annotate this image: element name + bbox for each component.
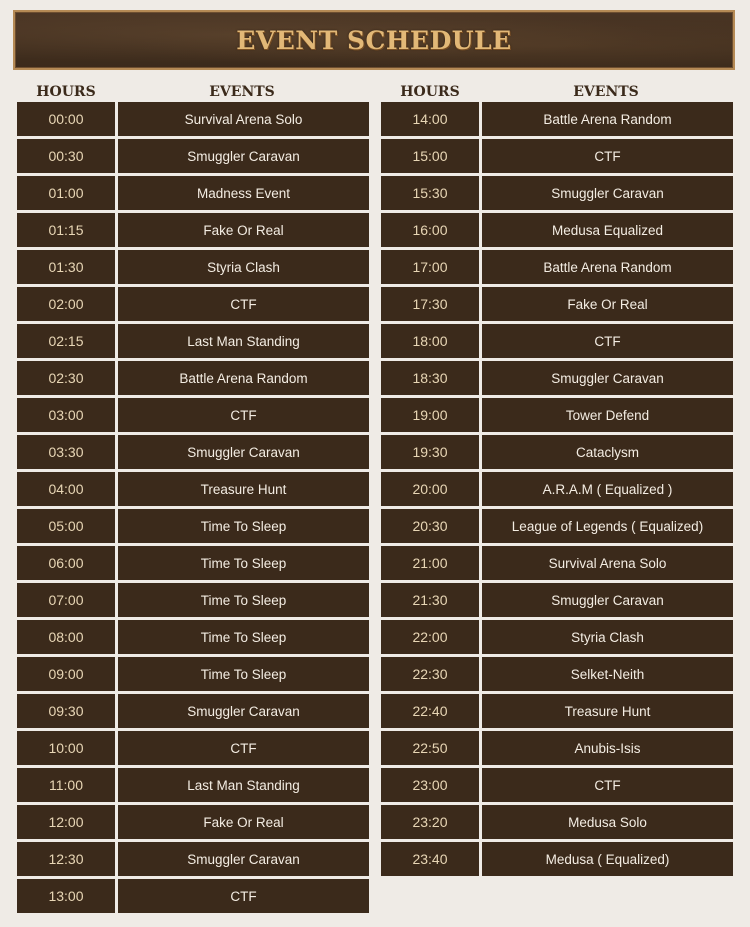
- time-cell: 03:00: [17, 398, 115, 432]
- time-cell: 13:00: [17, 879, 115, 913]
- events-column-header: EVENTS: [209, 84, 275, 100]
- time-cell: 21:00: [381, 546, 479, 580]
- time-cell: 11:00: [17, 768, 115, 802]
- event-cell: Styria Clash: [482, 620, 733, 654]
- time-cell: 22:40: [381, 694, 479, 728]
- event-cell: League of Legends ( Equalized): [482, 509, 733, 543]
- schedule-row: [17, 398, 369, 432]
- schedule-row: [381, 435, 733, 469]
- table-header: [381, 83, 733, 101]
- schedule-row: [17, 731, 369, 765]
- event-cell: Time To Sleep: [118, 546, 369, 580]
- time-cell: 23:20: [381, 805, 479, 839]
- event-cell: Battle Arena Random: [482, 250, 733, 284]
- time-cell: 20:30: [381, 509, 479, 543]
- event-cell: CTF: [482, 139, 733, 173]
- event-cell: Fake Or Real: [482, 287, 733, 321]
- schedule-banner: [13, 10, 735, 70]
- event-cell: Smuggler Caravan: [482, 361, 733, 395]
- time-cell: 22:00: [381, 620, 479, 654]
- event-cell: CTF: [482, 324, 733, 358]
- schedule-row: [17, 472, 369, 506]
- event-cell: Cataclysm: [482, 435, 733, 469]
- time-cell: 01:15: [17, 213, 115, 247]
- time-cell: 15:00: [381, 139, 479, 173]
- schedule-row: [17, 694, 369, 728]
- schedule-row: [381, 176, 733, 210]
- event-cell: Anubis-Isis: [482, 731, 733, 765]
- schedule-row: [17, 879, 369, 913]
- schedule-row: [17, 250, 369, 284]
- schedule-row: [381, 731, 733, 765]
- event-cell: Survival Arena Solo: [118, 102, 369, 136]
- schedule-row: [381, 842, 733, 876]
- schedule-row: [17, 805, 369, 839]
- schedule-row: [381, 620, 733, 654]
- time-cell: 00:30: [17, 139, 115, 173]
- time-cell: 17:00: [381, 250, 479, 284]
- table-header: [17, 83, 369, 101]
- schedule-row: [17, 583, 369, 617]
- event-cell: Madness Event: [118, 176, 369, 210]
- time-cell: 19:00: [381, 398, 479, 432]
- schedule-rows-right: [381, 102, 733, 876]
- schedule-row: [17, 361, 369, 395]
- schedule-row: [17, 657, 369, 691]
- event-cell: Battle Arena Random: [482, 102, 733, 136]
- event-cell: A.R.A.M ( Equalized ): [482, 472, 733, 506]
- time-cell: 00:00: [17, 102, 115, 136]
- event-cell: Fake Or Real: [118, 805, 369, 839]
- page-title: EVENT SCHEDULE: [236, 25, 512, 55]
- time-cell: 02:00: [17, 287, 115, 321]
- time-cell: 18:00: [381, 324, 479, 358]
- schedule-row: [381, 324, 733, 358]
- time-cell: 23:00: [381, 768, 479, 802]
- time-cell: 05:00: [17, 509, 115, 543]
- event-cell: Time To Sleep: [118, 509, 369, 543]
- schedule-row: [17, 102, 369, 136]
- time-cell: 16:00: [381, 213, 479, 247]
- event-cell: Selket-Neith: [482, 657, 733, 691]
- event-cell: Fake Or Real: [118, 213, 369, 247]
- hours-column-header: HOURS: [36, 84, 96, 100]
- schedule-row: [17, 139, 369, 173]
- event-cell: Time To Sleep: [118, 620, 369, 654]
- time-cell: 01:00: [17, 176, 115, 210]
- schedule-row: [17, 620, 369, 654]
- event-cell: Treasure Hunt: [118, 472, 369, 506]
- time-cell: 10:00: [17, 731, 115, 765]
- event-cell: Last Man Standing: [118, 768, 369, 802]
- time-cell: 23:40: [381, 842, 479, 876]
- event-cell: Time To Sleep: [118, 657, 369, 691]
- event-cell: Smuggler Caravan: [118, 694, 369, 728]
- event-cell: Last Man Standing: [118, 324, 369, 358]
- event-cell: Tower Defend: [482, 398, 733, 432]
- schedule-row: [381, 398, 733, 432]
- time-cell: 17:30: [381, 287, 479, 321]
- event-cell: Smuggler Caravan: [482, 583, 733, 617]
- event-cell: CTF: [118, 398, 369, 432]
- schedule-row: [17, 546, 369, 580]
- schedule-row: [381, 287, 733, 321]
- schedule-row: [17, 324, 369, 358]
- schedule-row: [381, 694, 733, 728]
- time-cell: 03:30: [17, 435, 115, 469]
- schedule-row: [17, 213, 369, 247]
- event-cell: Medusa Solo: [482, 805, 733, 839]
- schedule-table-left: [17, 83, 369, 916]
- event-cell: CTF: [118, 879, 369, 913]
- event-cell: CTF: [118, 731, 369, 765]
- event-cell: CTF: [482, 768, 733, 802]
- event-cell: Treasure Hunt: [482, 694, 733, 728]
- schedule-row: [381, 472, 733, 506]
- time-cell: 02:15: [17, 324, 115, 358]
- schedule-row: [17, 768, 369, 802]
- event-cell: Smuggler Caravan: [118, 139, 369, 173]
- schedule-row: [17, 842, 369, 876]
- schedule-rows-left: [17, 102, 369, 913]
- schedule-row: [381, 139, 733, 173]
- schedule-row: [381, 250, 733, 284]
- event-cell: Smuggler Caravan: [482, 176, 733, 210]
- time-cell: 12:30: [17, 842, 115, 876]
- event-cell: Smuggler Caravan: [118, 842, 369, 876]
- schedule-row: [381, 805, 733, 839]
- schedule-table-right: [381, 83, 733, 879]
- time-cell: 02:30: [17, 361, 115, 395]
- event-cell: Medusa ( Equalized): [482, 842, 733, 876]
- schedule-row: [381, 657, 733, 691]
- time-cell: 20:00: [381, 472, 479, 506]
- time-cell: 14:00: [381, 102, 479, 136]
- time-cell: 09:00: [17, 657, 115, 691]
- schedule-row: [381, 361, 733, 395]
- event-cell: Medusa Equalized: [482, 213, 733, 247]
- hours-column-header: HOURS: [400, 84, 460, 100]
- event-cell: CTF: [118, 287, 369, 321]
- schedule-row: [381, 583, 733, 617]
- event-cell: Styria Clash: [118, 250, 369, 284]
- time-cell: 09:30: [17, 694, 115, 728]
- time-cell: 08:00: [17, 620, 115, 654]
- time-cell: 12:00: [17, 805, 115, 839]
- time-cell: 07:00: [17, 583, 115, 617]
- schedule-row: [381, 213, 733, 247]
- events-column-header: EVENTS: [573, 84, 639, 100]
- schedule-row: [381, 509, 733, 543]
- time-cell: 15:30: [381, 176, 479, 210]
- schedule-row: [381, 768, 733, 802]
- time-cell: 18:30: [381, 361, 479, 395]
- schedule-row: [381, 546, 733, 580]
- event-cell: Battle Arena Random: [118, 361, 369, 395]
- event-cell: Smuggler Caravan: [118, 435, 369, 469]
- event-cell: Survival Arena Solo: [482, 546, 733, 580]
- schedule-row: [17, 435, 369, 469]
- time-cell: 21:30: [381, 583, 479, 617]
- event-cell: Time To Sleep: [118, 583, 369, 617]
- schedule-row: [17, 176, 369, 210]
- time-cell: 22:50: [381, 731, 479, 765]
- time-cell: 04:00: [17, 472, 115, 506]
- schedule-row: [17, 287, 369, 321]
- time-cell: 01:30: [17, 250, 115, 284]
- time-cell: 06:00: [17, 546, 115, 580]
- time-cell: 22:30: [381, 657, 479, 691]
- time-cell: 19:30: [381, 435, 479, 469]
- schedule-row: [17, 509, 369, 543]
- schedule-row: [381, 102, 733, 136]
